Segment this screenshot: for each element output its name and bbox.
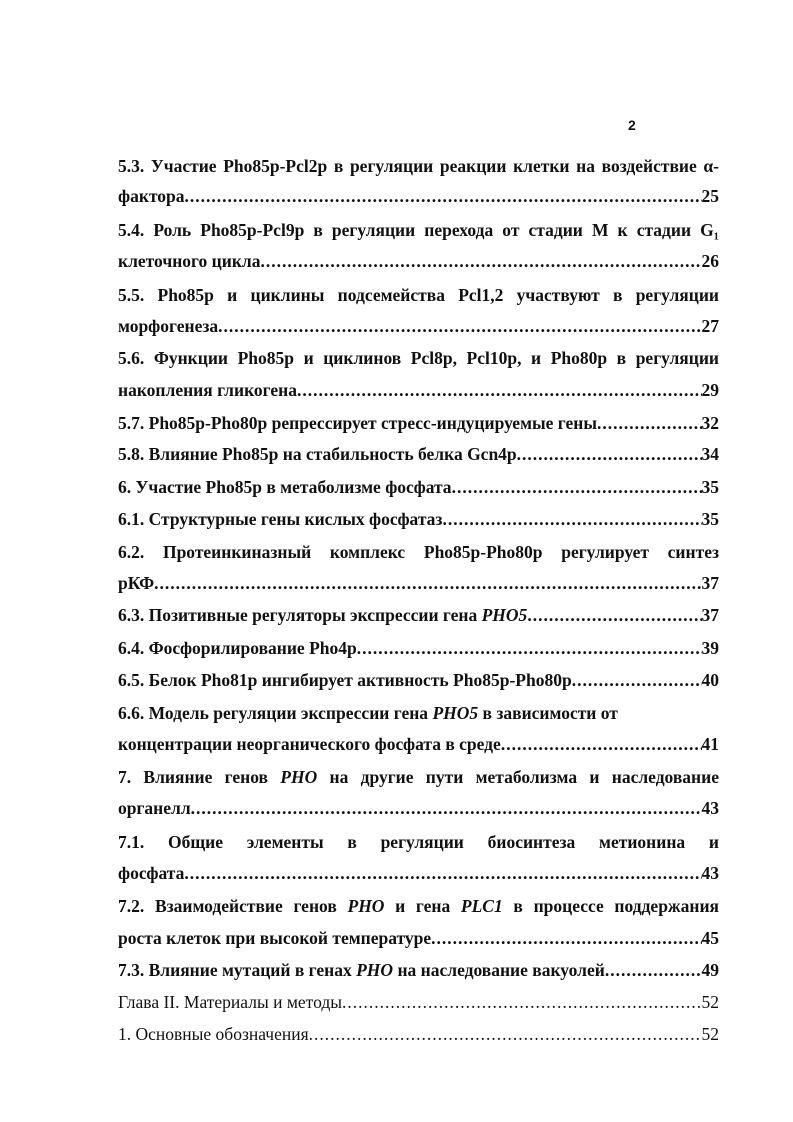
toc-page: 43: [701, 863, 719, 883]
toc-page: 34: [701, 444, 719, 464]
toc-entry-6-1[interactable]: [118, 506, 719, 532]
toc-6-6-wrap: 6.6. Модель регуляции экспрессии гена PHO5 в зависимости от: [118, 703, 618, 723]
toc-entry-5-5[interactable]: [118, 313, 719, 339]
toc-entry-text: накопления гликогена: [118, 380, 297, 400]
dot-leader: [452, 474, 702, 500]
dot-leader: [261, 248, 702, 274]
toc-page: 27: [701, 316, 719, 336]
toc-entry-6-6[interactable]: [118, 731, 719, 757]
toc-entry-6-3[interactable]: [118, 602, 719, 628]
toc-entry-text: 7.3. Влияние мутаций в генах PHO на наследование вакуолей: [118, 960, 605, 980]
toc-entry-text: 6.5. Белок Pho81p ингибирует активность Pho85p-Pho80p: [118, 670, 572, 690]
toc-entry-5-7[interactable]: [118, 410, 719, 436]
toc-7-1-wrap: 7.1. Общие элементы в регуляции биосинтеза метионина и: [118, 832, 719, 852]
dot-leader: [342, 989, 702, 1015]
dot-leader: [442, 506, 701, 532]
dot-leader: [517, 441, 702, 467]
toc-page: 26: [701, 251, 719, 271]
toc-entry-5-4[interactable]: [118, 248, 719, 274]
toc-entry-7-3[interactable]: [118, 957, 719, 983]
toc-page: 49: [701, 960, 719, 980]
toc-5-5-wrap: 5.5. Pho85p и циклины подсемейства Pcl1,2 участвуют в регуляции: [118, 285, 719, 305]
dot-leader: [527, 602, 701, 628]
toc-7-2-wrap: 7.2. Взаимодействие генов PHO и гена PLC1 в процессе поддержания: [118, 896, 720, 916]
toc-entry-text: рКФ: [118, 573, 155, 593]
toc-entry-text: 6.1. Структурные гены кислых фосфатаз: [118, 509, 443, 529]
dot-leader: [431, 925, 701, 951]
dot-leader: [297, 377, 702, 403]
toc-entry-text: 5.8. Влияние Pho85p на стабильность белка Gcn4p: [118, 444, 517, 464]
toc-page: 43: [701, 798, 719, 818]
toc-entry-text: органелл: [118, 798, 191, 818]
toc-entry-5-6[interactable]: [118, 377, 719, 403]
toc-entry-text: концентрации неорганического фосфата в среде: [118, 734, 501, 754]
gene-name: PHO: [280, 767, 318, 787]
toc-page: 25: [701, 186, 719, 206]
toc-entry-1[interactable]: [118, 1021, 719, 1047]
page-number: 2: [628, 117, 636, 133]
dot-leader: [154, 570, 701, 596]
toc-entry-text: 6.3. Позитивные регуляторы экспрессии гена PHO5: [118, 605, 528, 625]
toc-entry-5-8[interactable]: [118, 441, 719, 467]
toc-entry-6-2[interactable]: [118, 570, 719, 596]
toc-entry-6[interactable]: [118, 474, 719, 500]
toc-entry-text: 6.4. Фосфорилирование Pho4p: [118, 638, 357, 658]
toc-page: 39: [701, 638, 719, 658]
gene-name: PHO5: [432, 703, 479, 723]
dot-leader: [597, 410, 701, 436]
dot-leader: [572, 667, 702, 693]
toc-page: 29: [701, 380, 719, 400]
toc-entry-7-2[interactable]: [118, 925, 719, 951]
dot-leader: [184, 860, 701, 886]
toc-entry-text: клеточного цикла: [118, 251, 261, 271]
toc-entry-text: роста клеток при высокой температуре: [118, 928, 432, 948]
toc-page: 32: [701, 413, 719, 433]
toc-entry-7[interactable]: [118, 795, 719, 821]
toc-entry-5-3[interactable]: [118, 183, 719, 209]
toc-entry-6-5[interactable]: [118, 667, 719, 693]
gene-name: PHO5: [481, 605, 528, 625]
toc-5-3-wrap: 5.3. Участие Pho85p-Pcl2p в регуляции реакции клетки на воздействие α-: [118, 156, 719, 176]
toc-page: 52: [701, 1024, 719, 1044]
dot-leader: [218, 313, 701, 339]
toc-page: 35: [701, 509, 719, 529]
dot-leader: [185, 183, 702, 209]
gene-name: PHO: [347, 896, 385, 916]
dot-leader: [309, 1021, 702, 1047]
toc-page: 35: [701, 477, 719, 497]
dot-leader: [501, 731, 702, 757]
toc-entry-text: Глава II. Материалы и методы: [118, 992, 342, 1012]
toc-entry-text: фактора: [118, 186, 185, 206]
toc-page: 41: [701, 734, 719, 754]
toc-7-wrap: 7. Влияние генов PHO на другие пути метаболизма и наследование: [118, 767, 719, 787]
toc-entry-chapter-2[interactable]: [118, 989, 719, 1015]
toc-page: 45: [701, 928, 719, 948]
dot-leader: [191, 795, 702, 821]
toc-5-6-wrap: 5.6. Функции Pho85p и циклинов Pcl8p, Pcl10p, и Pho80p в регуляции: [118, 348, 719, 368]
dot-leader: [357, 635, 702, 661]
toc-page: 37: [701, 605, 719, 625]
toc-entry-text: 1. Основные обозначения: [118, 1024, 309, 1044]
toc-entry-6-4[interactable]: [118, 635, 719, 661]
gene-name: PLC1: [460, 896, 503, 916]
toc-entry-text: морфогенеза: [118, 316, 219, 336]
toc-page: 37: [701, 573, 719, 593]
toc-entry-7-1[interactable]: [118, 860, 719, 886]
toc-entry-text: фосфата: [118, 863, 185, 883]
toc-page: 52: [701, 992, 719, 1012]
toc-6-2-wrap: 6.2. Протеинкиназный комплекс Pho85p-Pho80p регулирует синтез: [118, 542, 719, 562]
toc-5-4-wrap: 5.4. Роль Pho85p-Pcl9p в регуляции перехода от стадии М к стадии G₁: [118, 220, 719, 240]
toc-entry-text: 5.7. Pho85p-Pho80p репрессирует стресс-индуцируемые гены: [118, 413, 598, 433]
toc-entry-text: 6. Участие Pho85p в метаболизме фосфата: [118, 477, 452, 497]
gene-name: PHO: [356, 960, 394, 980]
toc-page: 40: [701, 670, 719, 690]
dot-leader: [605, 957, 702, 983]
